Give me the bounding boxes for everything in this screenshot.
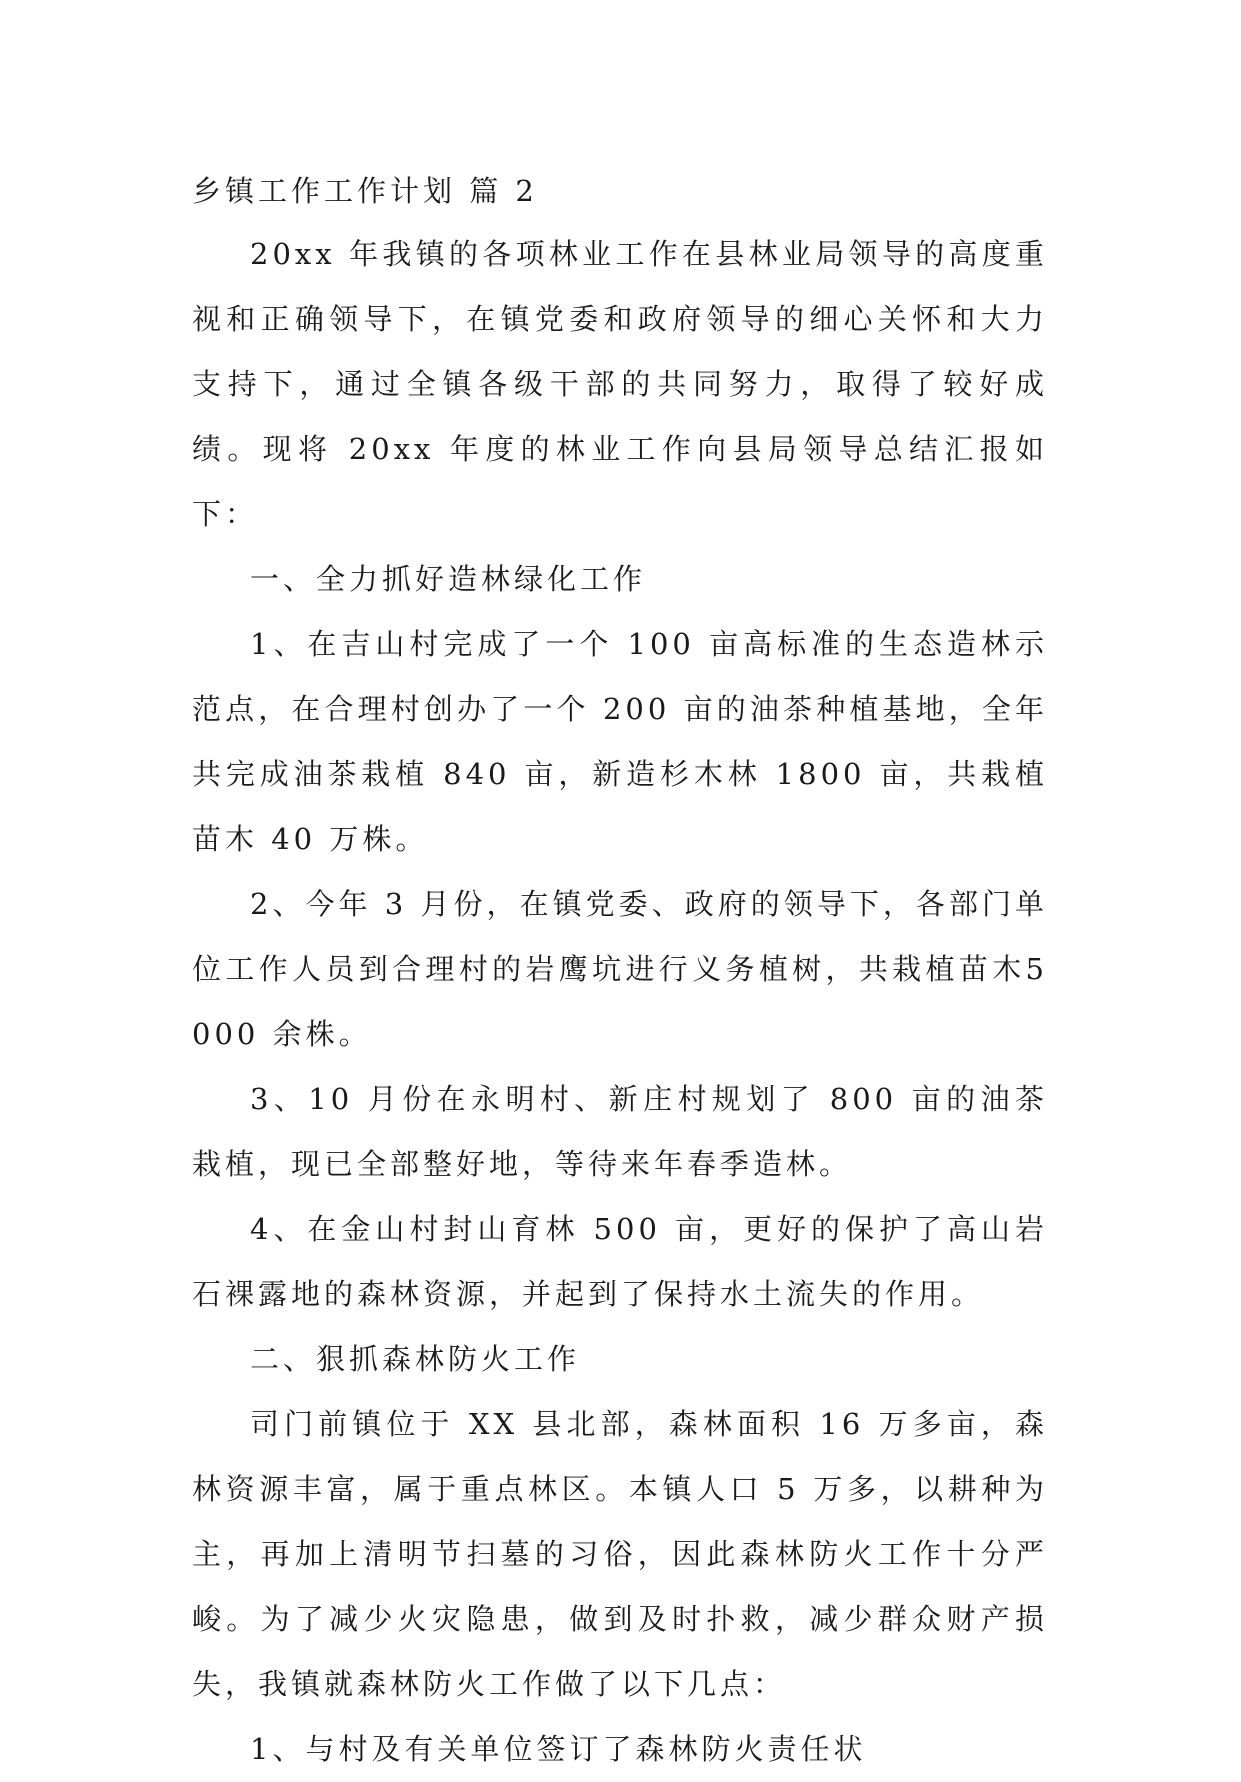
paragraph-intro: 20xx 年我镇的各项林业工作在县林业局领导的高度重视和正确领导下，在镇党委和政府领导的细心关怀和大力支持下，通过全镇各级干部的共同努力，取得了较好成绩。现将 20xx 年度的林业工作向县局领导总结汇报如下：: [192, 237, 1048, 531]
paragraph-fire-item-1: 1、与村及有关单位签订了森林防火责任状: [250, 1732, 867, 1766]
document-body: [192, 160, 1048, 1782]
document-title: 乡镇工作工作计划 篇 2: [192, 174, 538, 208]
paragraph-item-3: 3、10 月份在永明村、新庄村规划了 800 亩的油茶栽植，现已全部整好地，等待来年春季造林。: [192, 1082, 1048, 1181]
section-heading-afforestation: 一、全力抓好造林绿化工作: [250, 562, 647, 596]
paragraph-item-4: 4、在金山村封山育林 500 亩，更好的保护了高山岩石裸露地的森林资源，并起到了保持水土流失的作用。: [192, 1212, 1048, 1311]
paragraph-fire-intro: 司门前镇位于 XX 县北部，森林面积 16 万多亩，森林资源丰富，属于重点林区。本镇人口 5 万多，以耕种为主，再加上清明节扫墓的习俗，因此森林防火工作十分严峻。为了减少火灾隐患，做到及时扑救，减少群众财产损失，我镇就森林防火工作做了以下几点：: [192, 1407, 1048, 1701]
section-heading-fire-prevention: 二、狠抓森林防火工作: [250, 1342, 581, 1376]
paragraph-item-2: 2、今年 3 月份，在镇党委、政府的领导下，各部门单位工作人员到合理村的岩鹰坑进行义务植树，共栽植苗木5000 余株。: [192, 887, 1048, 1051]
paragraph-item-1: 1、在吉山村完成了一个 100 亩高标准的生态造林示范点，在合理村创办了一个 200 亩的油茶种植基地，全年共完成油茶栽植 840 亩，新造杉木林 1800 亩，共栽植苗木 40 万株。: [192, 627, 1048, 856]
